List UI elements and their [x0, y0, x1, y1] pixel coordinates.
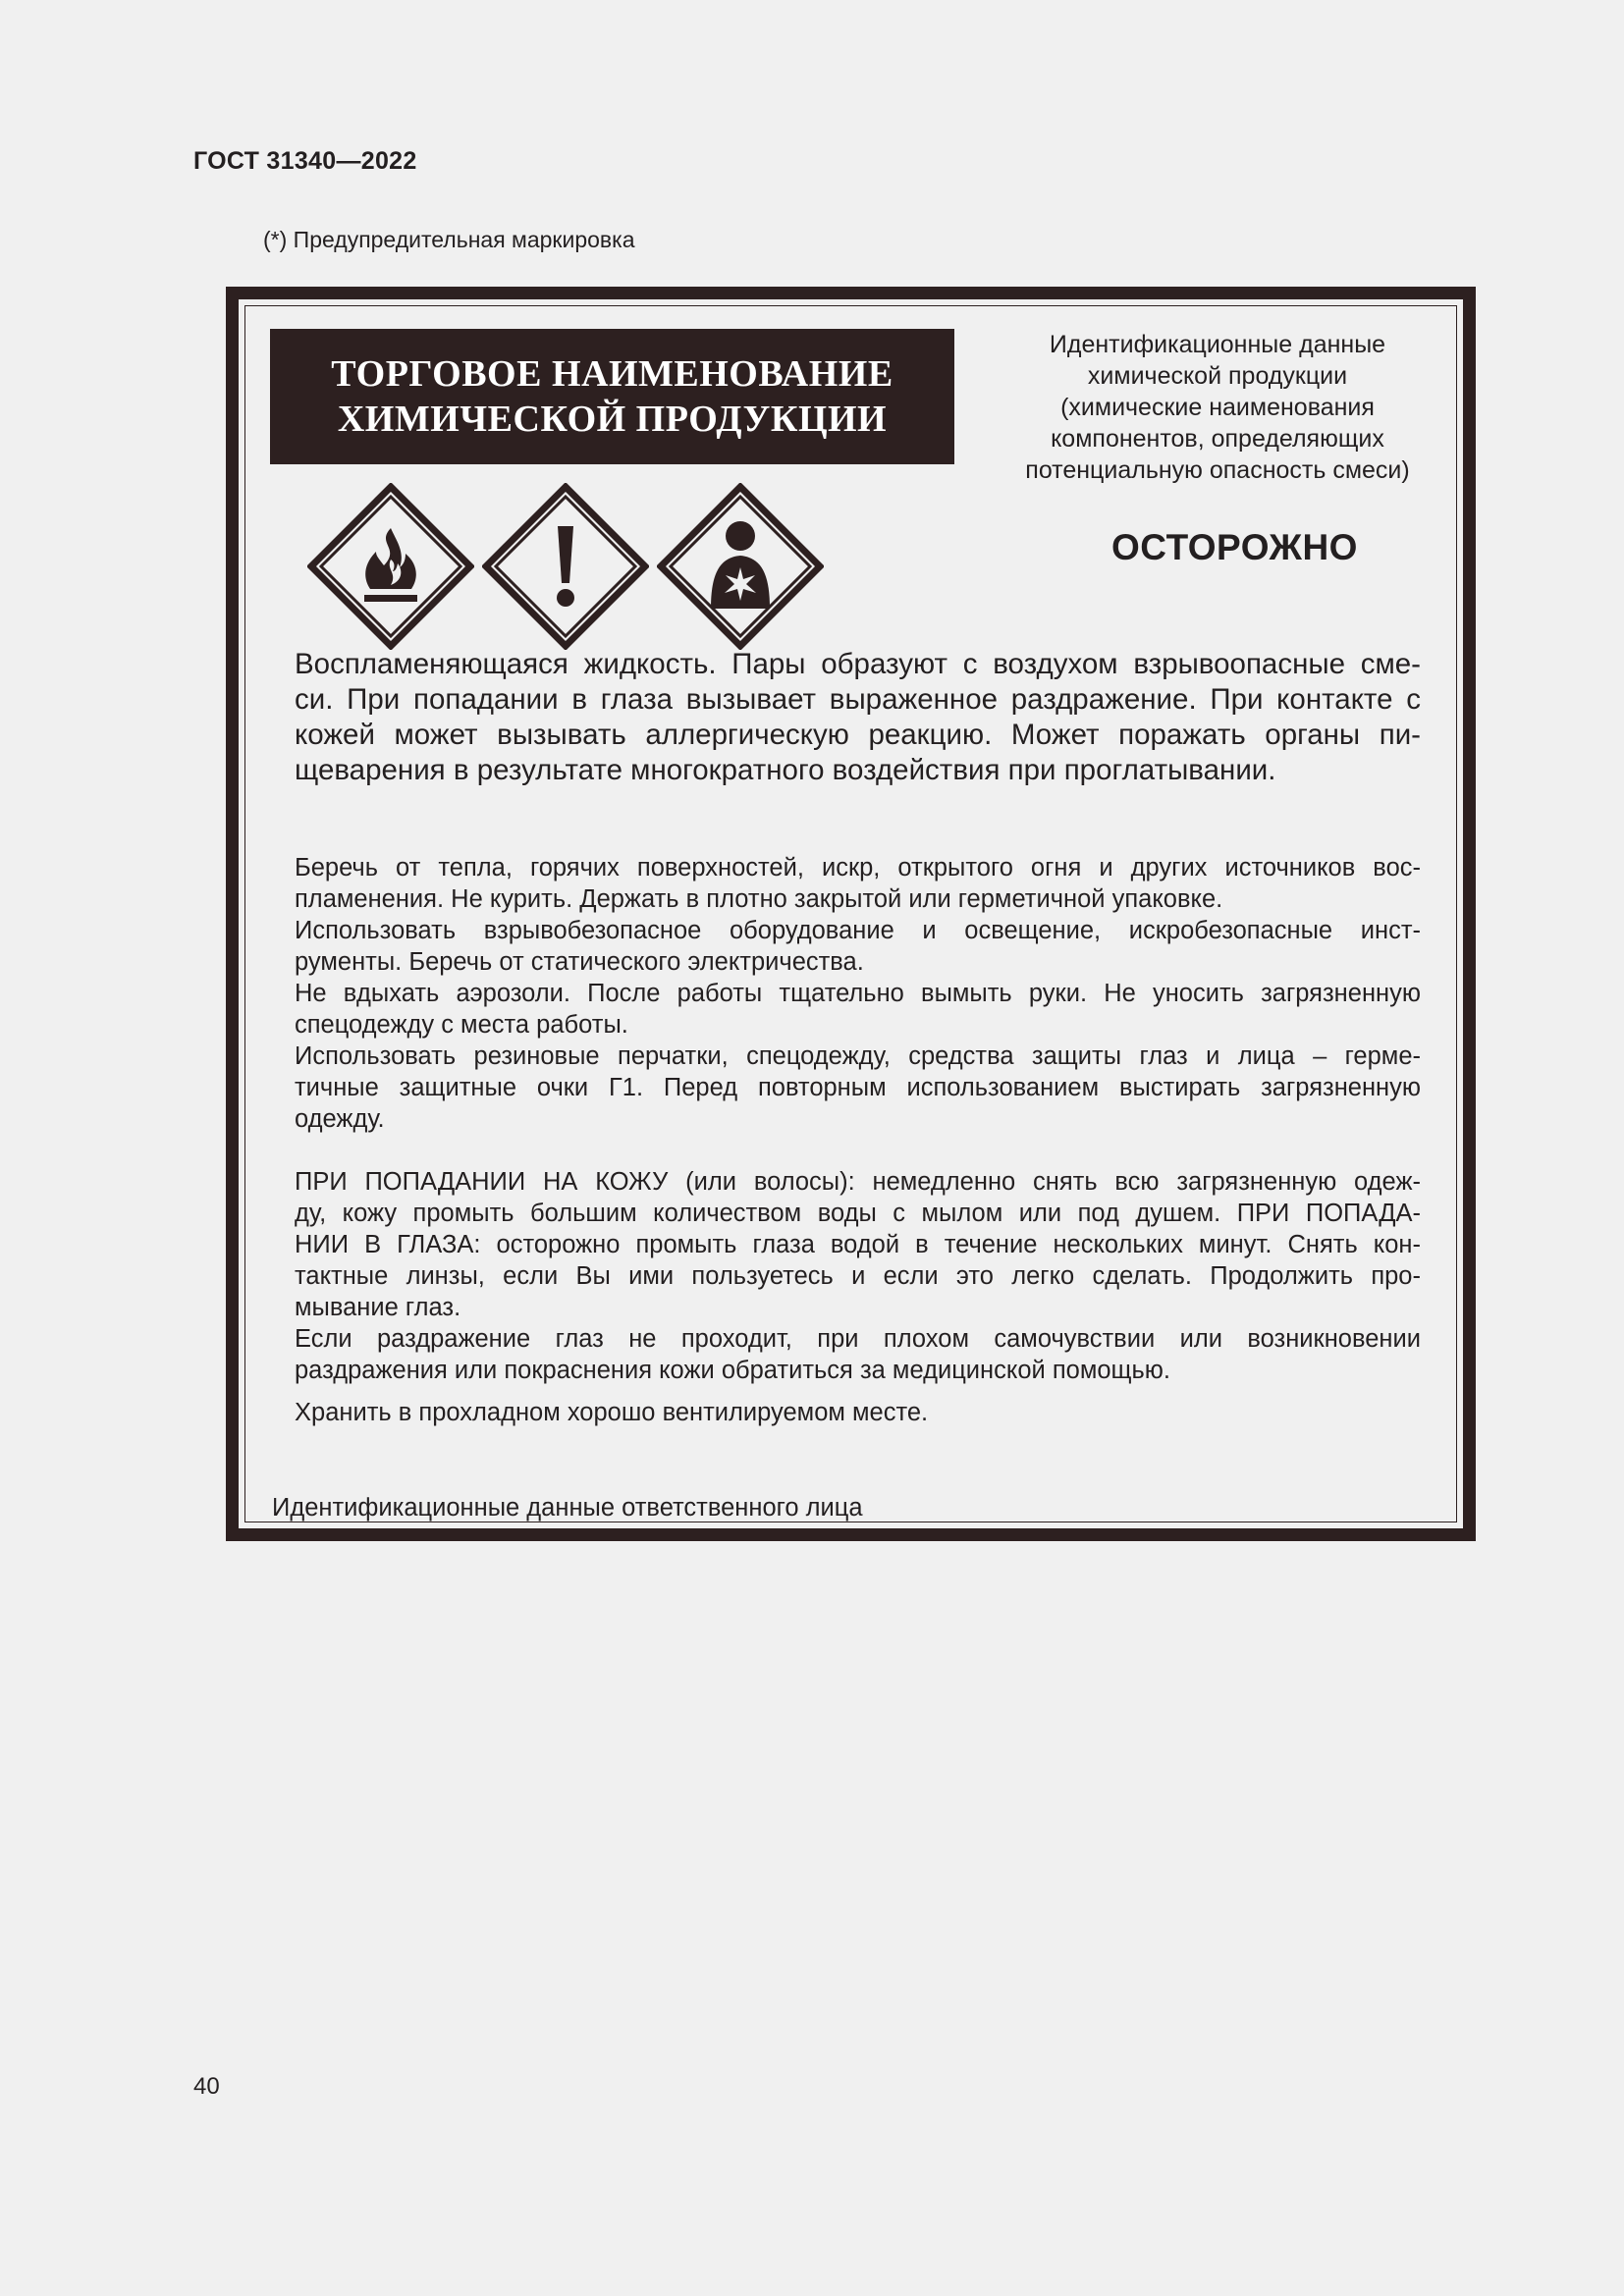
precaution-line: Не вдыхать аэрозоли. После работы тщательно вымыть руки. Не уносить загрязненную [295, 980, 1421, 1007]
health-hazard-icon [657, 483, 824, 650]
precaution-line: ду, кожу промыть большим количеством воды с мылом или под душем. ПРИ ПОПАДА- [295, 1200, 1421, 1227]
precaution-line: Беречь от тепла, горячих поверхностей, искр, открытого огня и других источников вос- [295, 854, 1421, 881]
exclamation-mark-icon [482, 483, 649, 650]
document-header: ГОСТ 31340—2022 [193, 147, 417, 175]
hazard-pictograms [307, 483, 838, 650]
precaution-line: НИИ В ГЛАЗА: осторожно промыть глаза водой в течение нескольких минут. Снять кон- [295, 1231, 1421, 1258]
product-identification [977, 329, 1458, 486]
precaution-line: ПРИ ПОПАДАНИИ НА КОЖУ (или волосы): немедленно снять всю загрязненную одеж- [295, 1168, 1421, 1196]
trade-name-box [270, 329, 954, 464]
precautions-response [295, 1166, 1421, 1386]
hazard-line: Воспламеняющаяся жидкость. Пары образуют с воздухом взрывоопасные сме- [295, 648, 1421, 680]
figure-caption: (*) Предупредительная маркировка [263, 227, 635, 252]
warning-label-inner-border [244, 305, 1457, 1522]
precaution-line: мывание глаз. [295, 1294, 461, 1321]
precaution-line: Использовать резиновые перчатки, спецодежду, средства защиты глаз и лица – герме- [295, 1042, 1421, 1070]
precaution-line: одежду. [295, 1105, 385, 1133]
precaution-line: тичные защитные очки Г1. Перед повторным использованием выстирать загрязненную [295, 1074, 1421, 1101]
precaution-line: пламенения. Не курить. Держать в плотно закрытой или герметичной упаковке. [295, 885, 1223, 913]
precaution-line: спецодежду с места работы. [295, 1011, 628, 1039]
precautions-storage [295, 1397, 1421, 1428]
precaution-line: Если раздражение глаз не проходит, при плохом самочувствии или возникновении [295, 1325, 1421, 1353]
identification-line-2: химической продукции [1087, 362, 1348, 390]
page-number: 40 [193, 2073, 220, 2100]
precaution-line: раздражения или покраснения кожи обратиться за медицинской помощью. [295, 1357, 1171, 1384]
trade-name-line-2: ХИМИЧЕСКОЙ ПРОДУКЦИИ [337, 399, 888, 440]
precaution-line: рументы. Беречь от статического электричества. [295, 948, 864, 976]
flame-icon [307, 483, 474, 650]
hazard-line: кожей может вызывать аллергическую реакцию. Может поражать органы пи- [295, 719, 1421, 751]
identification-line-1: Идентификационные данные [1049, 331, 1386, 358]
signal-word: ОСТОРОЖНО [1111, 527, 1358, 567]
precaution-line: тактные линзы, если Вы ими пользуетесь и если это легко сделать. Продолжить про- [295, 1262, 1421, 1290]
precaution-line: Хранить в прохладном хорошо вентилируемом месте. [295, 1399, 929, 1426]
hazard-line: щеварения в результате многократного воздействия при проглатывании. [295, 754, 1276, 786]
precautions-prevention [295, 852, 1421, 1135]
warning-label [226, 287, 1476, 1541]
responsible-person: Идентификационные данные ответственного лица [272, 1494, 863, 1522]
precaution-line: Использовать взрывобезопасное оборудование и освещение, искробезопасные инст- [295, 917, 1421, 944]
identification-line-5: потенциальную опасность смеси) [1025, 456, 1410, 484]
trade-name-line-1: ТОРГОВОЕ НАИМЕНОВАНИЕ [331, 353, 893, 395]
identification-line-4: компонентов, определяющих [1051, 425, 1384, 453]
identification-line-3: (химические наименования [1060, 394, 1375, 421]
hazard-line: си. При попадании в глаза вызывает выраженное раздражение. При контакте с [295, 683, 1421, 716]
hazard-statements [295, 647, 1421, 788]
